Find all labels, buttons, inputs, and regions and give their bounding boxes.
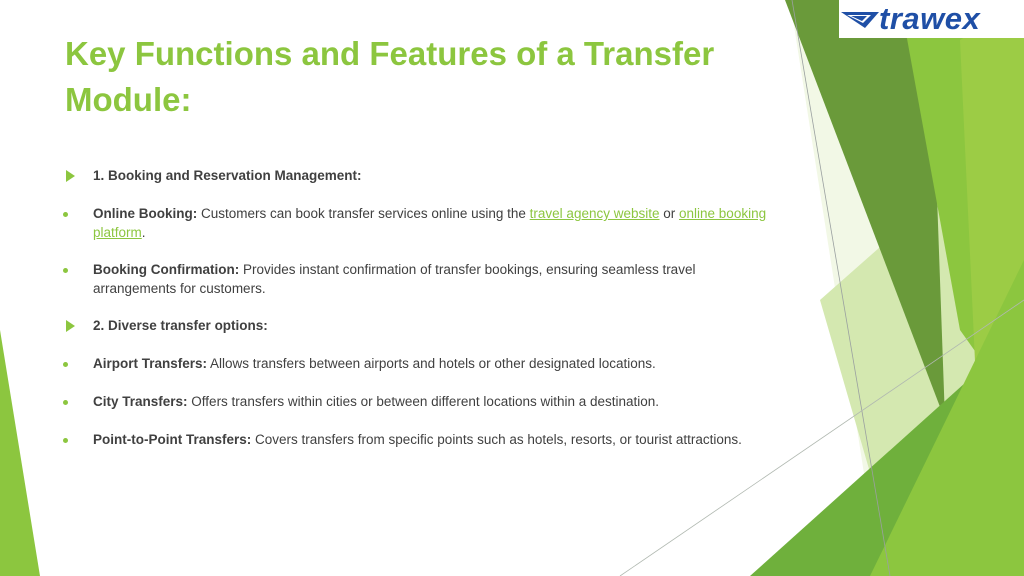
dot-bullet-icon: [60, 392, 80, 411]
left-green-shape: [0, 330, 40, 576]
trawex-logo: [839, 0, 1024, 38]
item-label: Point-to-Point Transfers:: [93, 432, 252, 447]
dot-bullet-icon: [60, 354, 80, 373]
list-item: [60, 260, 780, 298]
item-text: Covers transfers from specific points such as hotels, resorts, or tourist attractions.: [251, 432, 742, 447]
dot-bullet-icon: [60, 430, 80, 449]
dot-bullet-icon: [60, 260, 80, 279]
list-item: [60, 354, 780, 373]
item-text: Offers transfers within cities or between different locations within a destination.: [187, 394, 660, 409]
dot-bullet-icon: [60, 204, 80, 223]
list-item: [60, 204, 780, 242]
item-text: Provides instant confirmation of transfer bookings, ensuring seamless travel arrangements for customers.: [93, 262, 696, 296]
item-text: .: [141, 225, 146, 240]
online-booking-platform-link[interactable]: online booking platform: [93, 206, 767, 240]
item-label: Airport Transfers:: [93, 356, 208, 371]
item-text: Allows transfers between airports and hotels or other designated locations.: [207, 356, 656, 371]
item-label: City Transfers:: [93, 394, 188, 409]
section-heading: 2. Diverse transfer options:: [93, 318, 268, 333]
arrow-bullet-icon: [60, 166, 80, 185]
item-text: Customers can book transfer services online using the: [197, 206, 530, 221]
section-heading: 1. Booking and Reservation Management:: [93, 168, 362, 183]
list-item: [60, 316, 780, 335]
plane-swoosh-icon: [841, 9, 879, 29]
item-label: Booking Confirmation:: [93, 262, 240, 277]
list-item: [60, 430, 780, 449]
arrow-bullet-icon: [60, 316, 80, 335]
item-label: Online Booking:: [93, 206, 198, 221]
list-item: [60, 166, 780, 185]
item-text: or: [659, 206, 680, 221]
page-title: Key Functions and Features of a Transfer Module:: [65, 35, 715, 118]
list-item: [60, 392, 780, 411]
travel-agency-website-link[interactable]: travel agency website: [529, 206, 660, 221]
logo-brand-text: trawex: [879, 1, 981, 36]
